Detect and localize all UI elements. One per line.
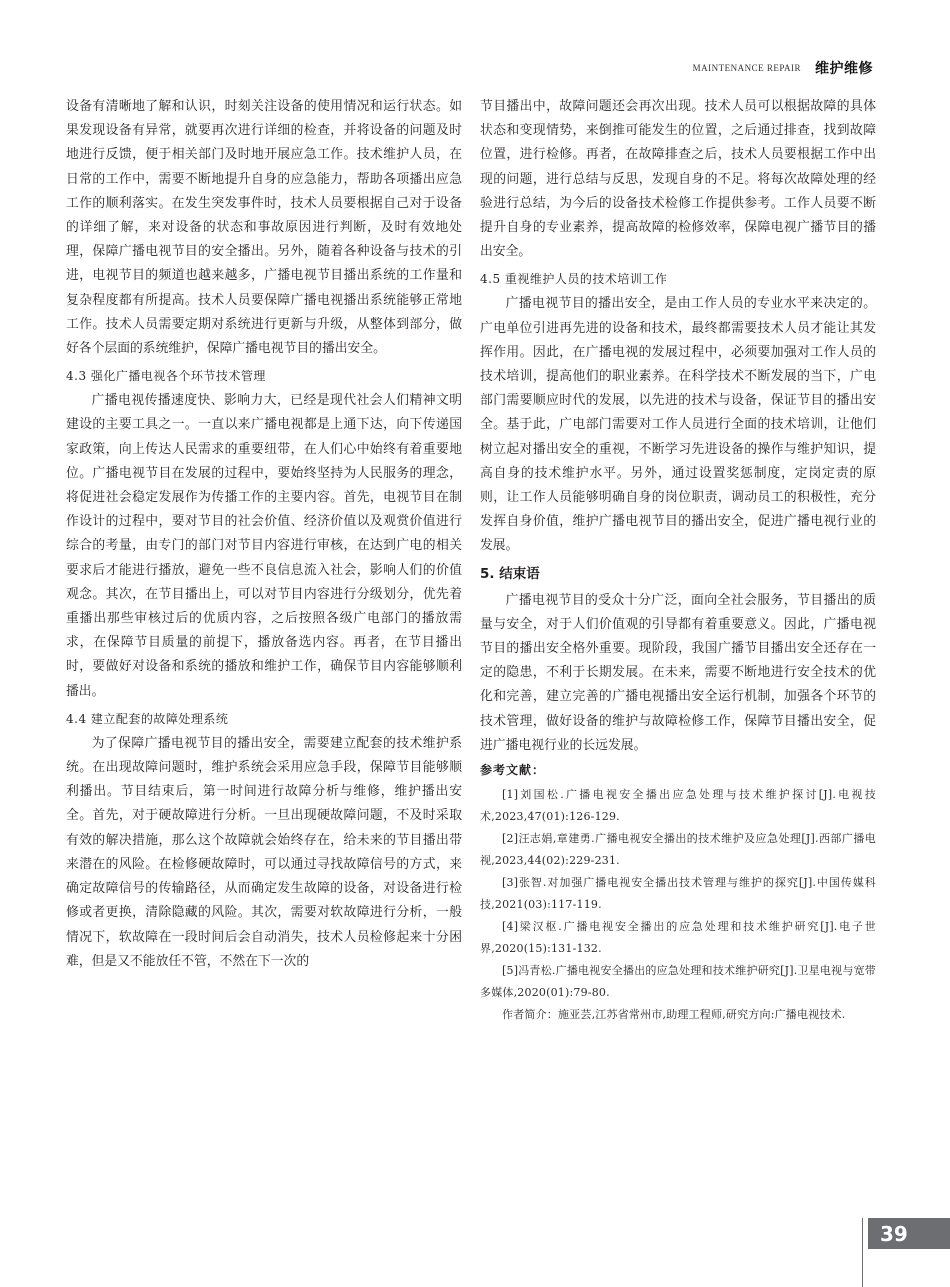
reference-item: [5]冯青松.广播电视安全播出的应急处理和技术维护研究[J].卫星电视与宽带多媒体,2020(01):79-80. (480, 964, 876, 1000)
paragraph-continued-right: 节目播出中，故障问题还会再次出现。技术人员可以根据故障的具体状态和变现情势，来倒推可能发生的位置，之后通过排查，找到故障位置，进行检修。再者，在故障排查之后，技术人员要根据工作中出现的问题，进行总结与反思，发现自身的不足。将每次故障处理的经验进行总结，为今后的设备技术检修工作提供参考。工作人员要不断提升自身的专业素养，提高故障的检修效率，保障电视广播节目的播出安全。 (480, 99, 876, 260)
right-column (480, 95, 876, 1026)
paragraph-4-3: 广播电视传播速度快、影响力大，已经是现代社会人们精神文明建设的主要工具之一。一直以来广播电视都是上通下达，向下传递国家政策，向上传达人民需求的重要纽带，在人们心中始终有着重要地位。广播电视节目在发展的过程中，要始终坚持为人民服务的理念，将促进社会稳定发展作为传播工作的主要内容。首先，电视节目在制作设计的过程中，要对节目的社会价值、经济价值以及观赏价值进行综合的考量，由专门的部门对节目内容进行审核，在达到广电的相关要求后才能进行播放，避免一些不良信息流入社会，影响人们的价值观念。其次，在节目播出上，可以对节目内容进行分级划分，优先着重播出那些审核过后的优质内容，之后按照各级广电部门的播放需求，在保障节目质量的前提下，播放备选内容。再者，在节目播出时，要做好对设备和系统的播放和维护工作，确保节目内容能够顺利播出。 (66, 393, 462, 699)
header-section-cn: 维护维修 (815, 61, 873, 77)
header-section-en: MAINTENANCE REPAIR (692, 63, 801, 73)
author-note: 作者简介：施亚芸,江苏省常州市,助理工程师,研究方向:广播电视技术. (502, 1008, 846, 1022)
section-heading-5: 5. 结束语 (480, 565, 540, 582)
paragraph-4-5: 广播电视节目的播出安全，是由工作人员的专业水平来决定的。广电单位引进再先进的设备和技术，最终都需要技术人员才能让其发挥作用。因此，在广播电视的发展过程中，必须要加强对工作人员的技术培训，提高他们的职业素养。在科学技术不断发展的当下，广电部门需要顺应时代的发展，以先进的技术与设备，保证节目的播出安全。基于此，广电部门需要对工作人员进行全面的技术培训，让他们树立起对播出安全的重视，不断学习先进设备的操作与维护知识，提高自身的技术维护水平。另外，通过设置奖惩制度，定岗定责的原则，让工作人员能够明确自身的岗位职责，调动员工的积极性，充分发挥自身价值，维护广播电视节目的播出安全，促进广播电视行业的发展。 (480, 296, 876, 554)
paragraph-5: 广播电视节目的受众十分广泛，面向全社会服务，节目播出的质量与安全，对于人们价值观的引导都有着重要意义。因此，广播电视节目的播出安全格外重要。现阶段，我国广播节目播出安全还存在一定的隐患，不利于长期发展。在未来，需要不断地进行安全技术的优化和完善，建立完善的广播电视播出安全运行机制，加强各个环节的技术管理，做好设备的维护与故障检修工作，保障节目播出安全，促进广播电视行业的长远发展。 (480, 592, 876, 753)
reference-item: [3]张智.对加强广播电视安全播出技术管理与维护的探究[J].中国传媒科技,2021(03):117-119. (480, 876, 876, 912)
running-header (693, 58, 873, 78)
reference-item: [2]汪志娟,章建勇.广播电视安全播出的技术维护及应急处理[J].西部广播电视,2023,44(02):229-231. (480, 832, 876, 868)
paragraph-4-4: 为了保障广播电视节目的播出安全，需要建立配套的技术维护系统。在出现故障问题时，维护系统会采用应急手段，保障节目能够顺利播出。节目结束后，第一时间进行故障分析与维修，维护播出安全。首先，对于硬故障进行分析。一旦出现硬故障问题，不及时采取有效的解决措施，那么这个故障就会始终存在，给未来的节目播出带来潜在的风险。在检修硬故障时，可以通过寻找故障信号的方式，来确定故障信号的传输路径，从而确定发生故障的设备，对设备进行检修或者更换，清除隐藏的风险。其次，需要对软故障进行分析，一般情况下，软故障在一段时间后会自动消失，技术人员检修起来十分困难，但是又不能放任不管，不然在下一次的 (66, 735, 462, 969)
page-number-divider (862, 1218, 863, 1287)
paragraph-continued: 设备有清晰地了解和认识，时刻关注设备的使用情况和运行状态。如果发现设备有异常，就要再次进行详细的检查，并将设备的问题及时地进行反馈，便于相关部门及时地开展应急工作。技术维护人员，在日常的工作中，需要不断地提升自身的应急能力，帮助各项播出应急工作的顺利落实。在发生突发事件时，技术人员要根据自己对于设备的详细了解，来对设备的状态和事故原因进行判断，及时有效地处理，保障广播电视节目的安全播出。另外，随着各种设备与技术的引进，电视节目的频道也越来越多，广播电视节目播出系统的工作量和复杂程度都有所提高。技术人员要保障广播电视播出系统能够正常地工作。技术人员需要定期对系统进行更新与升级，从整体到部分，做好各个层面的系统维护，保障广播电视节目的播出安全。 (66, 99, 462, 357)
page-number: 39 (880, 1221, 908, 1246)
reference-item: [1]刘国松.广播电视安全播出应急处理与技术维护探讨[J].电视技术,2023,47(01):126-129. (480, 788, 876, 824)
section-heading-4-4: 4.4 建立配套的故障处理系统 (66, 711, 229, 726)
section-heading-4-5: 4.5 重视维护人员的技术培训工作 (480, 272, 668, 287)
reference-item: [4]梁汉枢.广播电视安全播出的应急处理和技术维护研究[J].电子世界,2020(15):131-132. (480, 920, 876, 956)
section-heading-4-3: 4.3 强化广播电视各个环节技术管理 (66, 369, 266, 384)
references-title: 参考文献： (480, 763, 546, 778)
page-number-box (868, 1218, 950, 1249)
left-column (66, 95, 462, 974)
